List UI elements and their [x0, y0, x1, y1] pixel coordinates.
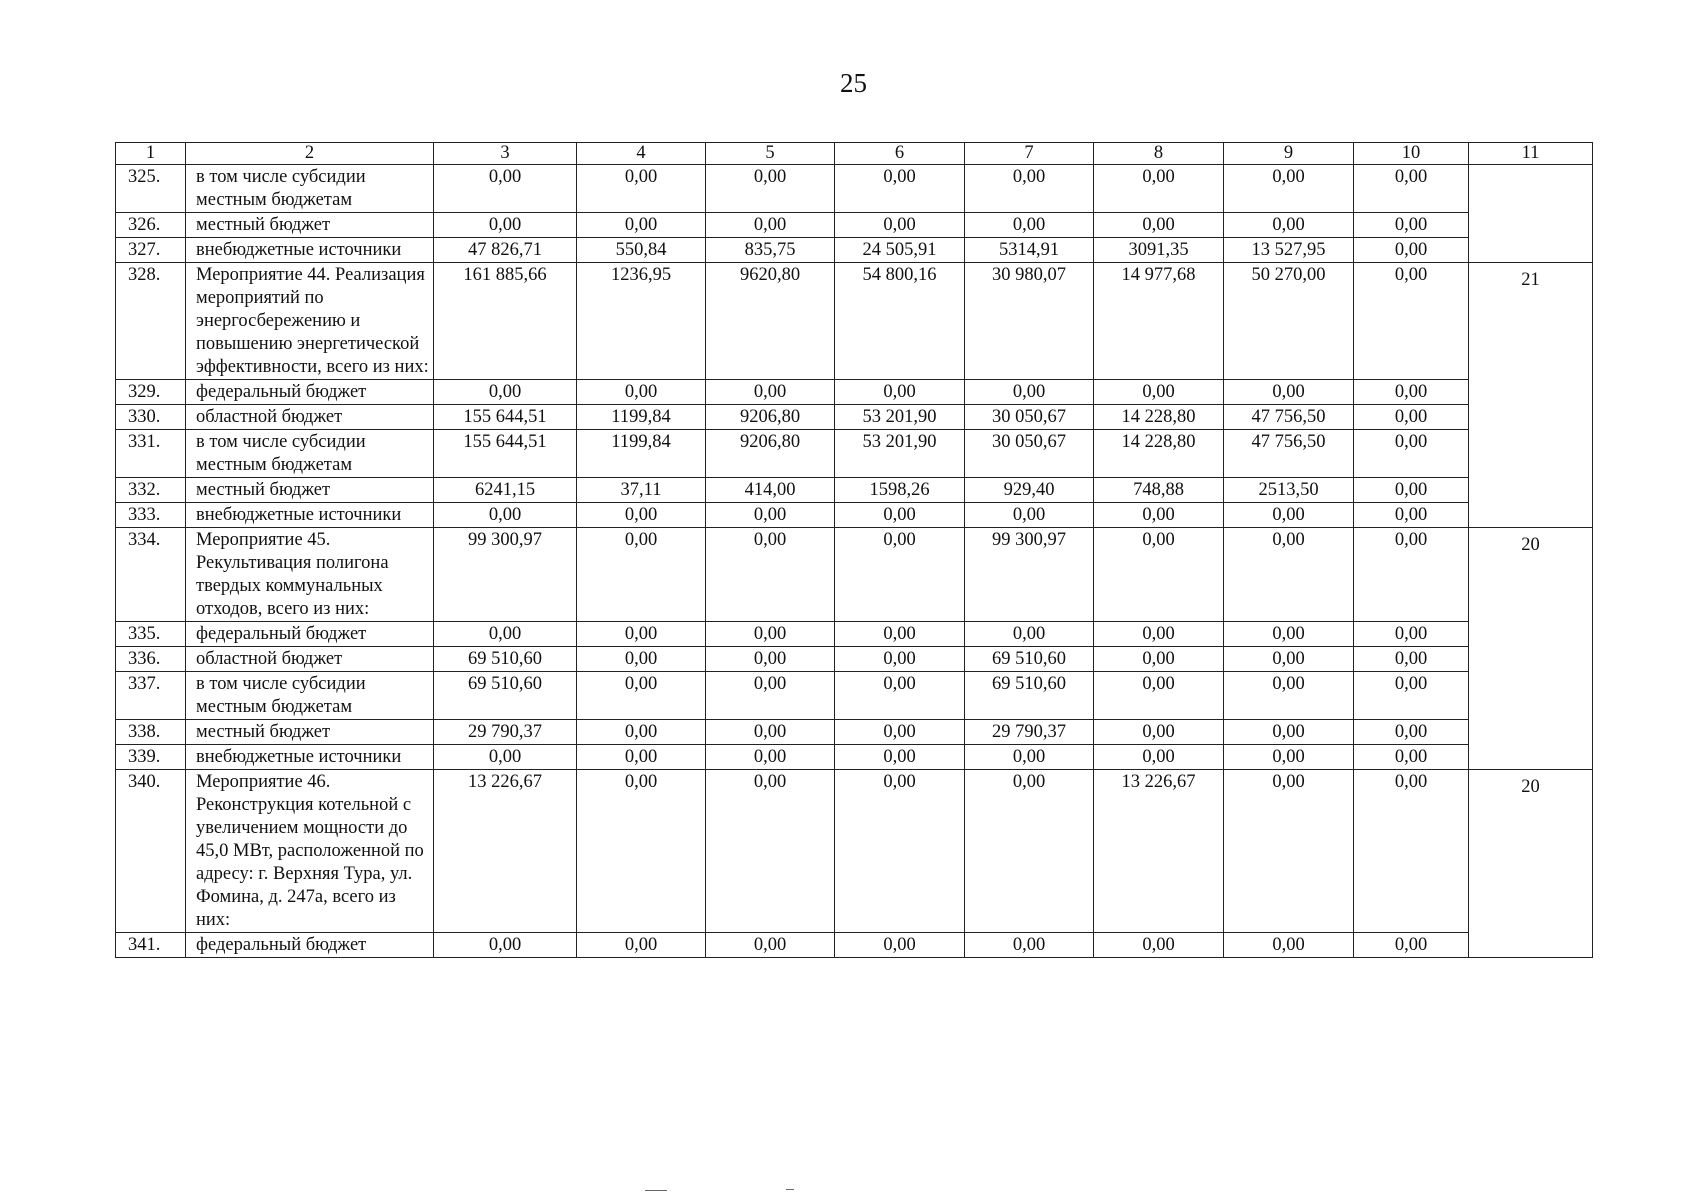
value-cell: 0,00 [577, 745, 706, 770]
column-number: 11 [1469, 143, 1593, 165]
value-cell: 1199,84 [577, 405, 706, 430]
value-cell: 0,00 [835, 165, 965, 213]
table-row [116, 238, 1593, 263]
column-number: 1 [116, 143, 186, 165]
value-cell: 0,00 [1094, 503, 1224, 528]
row-name: местный бюджет [186, 720, 434, 745]
row-number: 334. [116, 528, 186, 622]
value-cell: 53 201,90 [835, 405, 965, 430]
target-cell: 20 [1469, 770, 1593, 958]
value-cell: 0,00 [835, 622, 965, 647]
value-cell: 0,00 [1224, 745, 1354, 770]
row-number: 341. [116, 933, 186, 958]
table-row [116, 745, 1593, 770]
value-cell: 53 201,90 [835, 430, 965, 478]
value-cell: 0,00 [706, 213, 835, 238]
value-cell: 155 644,51 [434, 430, 577, 478]
table-row [116, 380, 1593, 405]
row-number: 328. [116, 263, 186, 380]
row-name: областной бюджет [186, 647, 434, 672]
column-number: 4 [577, 143, 706, 165]
value-cell: 0,00 [965, 165, 1094, 213]
row-name: федеральный бюджет [186, 380, 434, 405]
value-cell: 0,00 [1094, 720, 1224, 745]
value-cell: 748,88 [1094, 478, 1224, 503]
table-row [116, 478, 1593, 503]
value-cell: 0,00 [1224, 165, 1354, 213]
row-number: 338. [116, 720, 186, 745]
value-cell: 0,00 [965, 933, 1094, 958]
value-cell: 0,00 [1094, 933, 1224, 958]
table-body [116, 165, 1593, 958]
value-cell: 0,00 [835, 672, 965, 720]
row-name: областной бюджет [186, 405, 434, 430]
value-cell: 47 756,50 [1224, 430, 1354, 478]
value-cell: 37,11 [577, 478, 706, 503]
value-cell: 1199,84 [577, 430, 706, 478]
column-number: 6 [835, 143, 965, 165]
value-cell: 0,00 [1224, 380, 1354, 405]
value-cell: 0,00 [1224, 213, 1354, 238]
scan-mark [786, 1189, 794, 1190]
value-cell: 0,00 [1094, 622, 1224, 647]
value-cell: 0,00 [1354, 263, 1469, 380]
value-cell: 0,00 [1354, 405, 1469, 430]
value-cell: 0,00 [835, 213, 965, 238]
value-cell: 99 300,97 [965, 528, 1094, 622]
target-cell: 20 [1469, 528, 1593, 770]
value-cell: 0,00 [1354, 672, 1469, 720]
value-cell: 155 644,51 [434, 405, 577, 430]
value-cell: 0,00 [577, 933, 706, 958]
row-name: местный бюджет [186, 478, 434, 503]
column-number: 10 [1354, 143, 1469, 165]
value-cell: 0,00 [1354, 933, 1469, 958]
value-cell: 29 790,37 [434, 720, 577, 745]
value-cell: 0,00 [1224, 770, 1354, 933]
row-name: внебюджетные источники [186, 745, 434, 770]
value-cell: 0,00 [835, 770, 965, 933]
value-cell: 0,00 [835, 745, 965, 770]
value-cell: 0,00 [835, 647, 965, 672]
value-cell: 54 800,16 [835, 263, 965, 380]
value-cell: 0,00 [706, 770, 835, 933]
value-cell: 0,00 [434, 380, 577, 405]
value-cell: 30 980,07 [965, 263, 1094, 380]
value-cell: 0,00 [706, 165, 835, 213]
value-cell: 0,00 [577, 165, 706, 213]
value-cell: 9206,80 [706, 405, 835, 430]
value-cell: 1598,26 [835, 478, 965, 503]
value-cell: 69 510,60 [434, 672, 577, 720]
value-cell: 0,00 [577, 720, 706, 745]
value-cell: 47 756,50 [1224, 405, 1354, 430]
page-number: 25 [840, 68, 867, 98]
value-cell: 0,00 [1224, 720, 1354, 745]
value-cell: 0,00 [577, 647, 706, 672]
table-row [116, 933, 1593, 958]
value-cell: 9620,80 [706, 263, 835, 380]
value-cell: 30 050,67 [965, 430, 1094, 478]
table-row [116, 770, 1593, 933]
table-row [116, 647, 1593, 672]
row-name: местный бюджет [186, 213, 434, 238]
value-cell: 50 270,00 [1224, 263, 1354, 380]
value-cell: 0,00 [965, 745, 1094, 770]
scan-mark [645, 1190, 667, 1191]
value-cell: 0,00 [835, 528, 965, 622]
value-cell: 69 510,60 [434, 647, 577, 672]
value-cell: 0,00 [706, 720, 835, 745]
value-cell: 14 228,80 [1094, 405, 1224, 430]
value-cell: 161 885,66 [434, 263, 577, 380]
value-cell: 14 228,80 [1094, 430, 1224, 478]
value-cell: 0,00 [1094, 528, 1224, 622]
value-cell: 0,00 [1354, 622, 1469, 647]
row-name: внебюджетные источники [186, 238, 434, 263]
row-number: 339. [116, 745, 186, 770]
row-number: 340. [116, 770, 186, 933]
value-cell: 0,00 [577, 503, 706, 528]
value-cell: 0,00 [706, 672, 835, 720]
value-cell: 3091,35 [1094, 238, 1224, 263]
value-cell: 9206,80 [706, 430, 835, 478]
value-cell: 0,00 [1094, 213, 1224, 238]
column-number-row [116, 143, 1593, 165]
value-cell: 0,00 [577, 622, 706, 647]
row-number: 337. [116, 672, 186, 720]
value-cell: 99 300,97 [434, 528, 577, 622]
value-cell: 0,00 [835, 933, 965, 958]
value-cell: 0,00 [1094, 165, 1224, 213]
value-cell: 13 226,67 [434, 770, 577, 933]
value-cell: 0,00 [1354, 165, 1469, 213]
value-cell: 0,00 [1094, 380, 1224, 405]
value-cell: 0,00 [706, 528, 835, 622]
value-cell: 0,00 [706, 622, 835, 647]
value-cell: 29 790,37 [965, 720, 1094, 745]
value-cell: 5314,91 [965, 238, 1094, 263]
row-number: 332. [116, 478, 186, 503]
target-cell [1469, 165, 1593, 263]
value-cell: 0,00 [965, 622, 1094, 647]
table-row [116, 720, 1593, 745]
value-cell: 0,00 [965, 770, 1094, 933]
value-cell: 0,00 [706, 745, 835, 770]
row-name: в том числе субсидии местным бюджетам [186, 430, 434, 478]
value-cell: 0,00 [577, 380, 706, 405]
value-cell: 0,00 [1354, 503, 1469, 528]
value-cell: 0,00 [1224, 933, 1354, 958]
table-row [116, 263, 1593, 380]
row-name: Мероприятие 44. Реализация мероприятий по энергосбережению и повышению энергетической эффективности, всего из них: [186, 263, 434, 380]
value-cell: 0,00 [434, 213, 577, 238]
value-cell: 0,00 [434, 745, 577, 770]
value-cell: 0,00 [577, 528, 706, 622]
value-cell: 0,00 [706, 647, 835, 672]
value-cell: 0,00 [1354, 720, 1469, 745]
table-row [116, 165, 1593, 213]
value-cell: 69 510,60 [965, 672, 1094, 720]
value-cell: 0,00 [1224, 622, 1354, 647]
value-cell: 0,00 [434, 503, 577, 528]
value-cell: 6241,15 [434, 478, 577, 503]
value-cell: 1236,95 [577, 263, 706, 380]
table-row [116, 430, 1593, 478]
value-cell: 0,00 [965, 380, 1094, 405]
row-number: 326. [116, 213, 186, 238]
column-number: 7 [965, 143, 1094, 165]
table-row [116, 405, 1593, 430]
value-cell: 0,00 [1354, 213, 1469, 238]
value-cell: 0,00 [1224, 503, 1354, 528]
row-name: внебюджетные источники [186, 503, 434, 528]
row-number: 327. [116, 238, 186, 263]
value-cell: 0,00 [706, 933, 835, 958]
column-number: 8 [1094, 143, 1224, 165]
value-cell: 13 226,67 [1094, 770, 1224, 933]
value-cell: 0,00 [706, 503, 835, 528]
value-cell: 0,00 [1354, 238, 1469, 263]
value-cell: 0,00 [1094, 745, 1224, 770]
budget-table [115, 142, 1593, 958]
value-cell: 14 977,68 [1094, 263, 1224, 380]
value-cell: 0,00 [835, 380, 965, 405]
value-cell: 0,00 [577, 213, 706, 238]
value-cell: 0,00 [1094, 672, 1224, 720]
value-cell: 2513,50 [1224, 478, 1354, 503]
row-name: в том числе субсидии местным бюджетам [186, 165, 434, 213]
table-row [116, 503, 1593, 528]
row-number: 335. [116, 622, 186, 647]
value-cell: 0,00 [965, 503, 1094, 528]
column-number: 3 [434, 143, 577, 165]
value-cell: 0,00 [1354, 770, 1469, 933]
value-cell: 0,00 [577, 770, 706, 933]
row-number: 336. [116, 647, 186, 672]
column-number: 5 [706, 143, 835, 165]
value-cell: 0,00 [1354, 647, 1469, 672]
value-cell: 0,00 [1354, 745, 1469, 770]
row-name: Мероприятие 45. Рекультивация полигона твердых коммунальных отходов, всего из них: [186, 528, 434, 622]
value-cell: 0,00 [1354, 380, 1469, 405]
row-number: 325. [116, 165, 186, 213]
row-number: 333. [116, 503, 186, 528]
value-cell: 0,00 [434, 165, 577, 213]
value-cell: 929,40 [965, 478, 1094, 503]
row-name: федеральный бюджет [186, 622, 434, 647]
row-number: 330. [116, 405, 186, 430]
value-cell: 69 510,60 [965, 647, 1094, 672]
value-cell: 30 050,67 [965, 405, 1094, 430]
value-cell: 0,00 [706, 380, 835, 405]
value-cell: 550,84 [577, 238, 706, 263]
value-cell: 0,00 [965, 213, 1094, 238]
value-cell: 13 527,95 [1224, 238, 1354, 263]
column-number: 9 [1224, 143, 1354, 165]
table-row [116, 528, 1593, 622]
value-cell: 47 826,71 [434, 238, 577, 263]
value-cell: 0,00 [1224, 528, 1354, 622]
table-row [116, 622, 1593, 647]
table-row [116, 213, 1593, 238]
value-cell: 414,00 [706, 478, 835, 503]
row-name: в том числе субсидии местным бюджетам [186, 672, 434, 720]
value-cell: 0,00 [835, 720, 965, 745]
value-cell: 0,00 [1354, 430, 1469, 478]
value-cell: 0,00 [1224, 647, 1354, 672]
value-cell: 24 505,91 [835, 238, 965, 263]
value-cell: 0,00 [1354, 528, 1469, 622]
row-number: 329. [116, 380, 186, 405]
row-name: федеральный бюджет [186, 933, 434, 958]
value-cell: 0,00 [434, 933, 577, 958]
value-cell: 0,00 [1094, 647, 1224, 672]
value-cell: 0,00 [1354, 478, 1469, 503]
value-cell: 0,00 [434, 622, 577, 647]
column-number: 2 [186, 143, 434, 165]
row-number: 331. [116, 430, 186, 478]
value-cell: 835,75 [706, 238, 835, 263]
table-row [116, 672, 1593, 720]
row-name: Мероприятие 46. Реконструкция котельной с увеличением мощности до 45,0 МВт, расположенной по адресу: г. Верхняя Тура, ул. Фомина, д. 247а, всего из них: [186, 770, 434, 933]
target-cell: 21 [1469, 263, 1593, 528]
value-cell: 0,00 [835, 503, 965, 528]
value-cell: 0,00 [577, 672, 706, 720]
value-cell: 0,00 [1224, 672, 1354, 720]
